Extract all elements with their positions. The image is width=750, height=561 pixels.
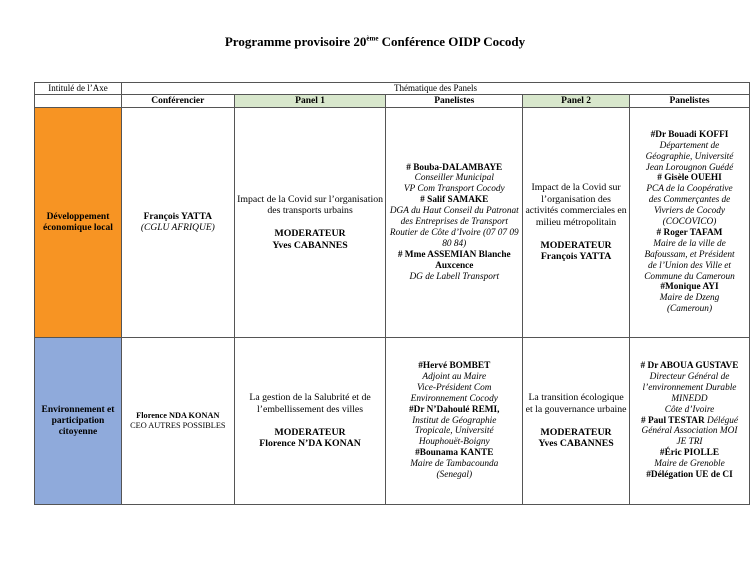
header-row-top xyxy=(35,83,750,95)
panelist-role: (Senegal) xyxy=(436,470,473,481)
axis-header-spacer xyxy=(35,95,122,108)
panelist-role: Institut de Géographie xyxy=(412,415,497,426)
panelist-role: Commune du Cameroun xyxy=(644,271,735,282)
program-table xyxy=(34,82,750,505)
panelist-role: Général Association MOI xyxy=(641,426,738,437)
page-title: Programme provisoire 20ème Conférence OIDP Cocody xyxy=(224,34,526,49)
panel2-cell xyxy=(523,338,630,505)
panelist-role: Conseiller Municipal xyxy=(414,173,494,184)
panelist-role: VP Com Transport Cocody xyxy=(403,184,505,195)
conferencier-name: François YATTA xyxy=(143,211,212,222)
panelist-role: (COCOVICO) xyxy=(662,217,717,228)
panelist-role: Adjoint au Maire xyxy=(422,371,487,382)
panelist-name: # Bouba-DALAMBAYE xyxy=(406,162,503,173)
conferencier-cell xyxy=(121,108,234,338)
panel1-topic: Impact de la Covid sur l’organisation des transports urbains xyxy=(237,193,384,217)
panelist-role: Département de xyxy=(659,140,720,151)
panelist-role: Directeur Général de xyxy=(649,371,730,382)
panelist-name-bold: # Paul TESTAR xyxy=(640,415,705,426)
conferencier-cell xyxy=(121,338,234,505)
panel2-topic: Impact de la Covid sur l’organisation des activités commerciales en milieu métropolitain xyxy=(525,182,627,228)
panelist-name: # Dr ABOUA GUSTAVE xyxy=(640,361,739,372)
panelists2-cell xyxy=(630,338,750,505)
panelistes2-header: Panelistes xyxy=(630,95,750,108)
panel1-cell xyxy=(234,108,386,338)
panelist-name: #Monique AYI xyxy=(660,282,719,293)
conferencier-org: (CGLU AFRIQUE) xyxy=(140,222,215,233)
panelist-role: Maire de la ville de xyxy=(653,238,726,249)
panelist-name: # Roger TAFAM xyxy=(656,227,723,238)
panelist-role: Côte d’Ivoire xyxy=(664,404,715,415)
panelist-role: Maire de Tambacounda xyxy=(410,459,499,470)
theme-header: Thématique des Panels xyxy=(121,83,749,95)
panelist-role: (Cameroun) xyxy=(666,304,713,315)
header-row-sub xyxy=(35,95,750,108)
panelist-role: Vice-Président Com xyxy=(417,382,492,393)
moderator-name: Yves CABANNES xyxy=(272,239,348,251)
panelist-name: #Dr N’Dahoulé REMI, xyxy=(409,404,500,415)
panelist-name: #Dr Bouadi KOFFI xyxy=(650,129,729,140)
axis-header: Intitulé de l’Axe xyxy=(35,83,122,95)
panelist-role: Géographie, Université xyxy=(645,151,734,162)
axis-cell: Environnement et participation citoyenne xyxy=(35,338,122,505)
panelist-role: l’environnement Durable xyxy=(642,382,737,393)
moderator-name: Yves CABANNES xyxy=(538,438,614,450)
panelist-role: Maire de Dzeng xyxy=(659,293,720,304)
panel2-header: Panel 2 xyxy=(523,95,630,108)
panelist-name: # Mme ASSEMIAN Blanche Auxcence xyxy=(397,249,511,271)
panelist-name: #Hervé BOMBET xyxy=(418,361,491,372)
panelist-name: #Bounama KANTE xyxy=(415,448,494,459)
moderator-label: MODERATEUR xyxy=(540,426,612,438)
panelist-role: des Commerçantes de xyxy=(648,195,731,206)
panelist-role: Environnement Cocody xyxy=(410,393,498,404)
panel2-cell xyxy=(523,108,630,338)
panelists1-cell xyxy=(386,108,523,338)
panelist-role: DG de Labell Transport xyxy=(409,271,500,282)
moderator-label: MODERATEUR xyxy=(274,426,346,438)
panelist-name: #Délégation UE de CI xyxy=(646,470,733,481)
axis-cell: Développement économique local xyxy=(35,108,122,338)
panelist-role: Jean Lorougnon Guédé xyxy=(645,162,734,173)
panelist-role: Bafoussam, et Président xyxy=(644,249,735,260)
panelist-name xyxy=(632,416,747,427)
panelist-role: PCA de la Coopérative xyxy=(646,184,733,195)
conferencier-name: Florence NDA KONAN xyxy=(136,411,220,421)
panel1-cell xyxy=(234,338,386,505)
panelists1-cell xyxy=(386,338,523,505)
conferencier-header: Conférencier xyxy=(121,95,234,108)
conferencier-org: CEO AUTRES POSSIBLES xyxy=(130,421,226,430)
panelist-role: JE TRI xyxy=(676,437,703,448)
panelist-role: Délégué xyxy=(704,415,739,426)
panelistes1-header: Panelistes xyxy=(386,95,523,108)
panelist-role: DGA du Haut Conseil du Patronat des Entreprises de Transport Routier de Côte d’Ivoire (07 07 09 80 84) xyxy=(389,206,519,249)
panelist-role: MINEDD xyxy=(671,393,708,404)
panelist-role: Maire de Grenoble xyxy=(654,459,725,470)
panelist-role: Houphouët-Boigny xyxy=(418,437,490,448)
panelists2-cell xyxy=(630,108,750,338)
panelist-name: #Éric PIOLLE xyxy=(659,448,720,459)
panelist-role: de l’Union des Ville et xyxy=(648,260,731,271)
panelist-role: Vivriers de Cocody xyxy=(653,206,726,217)
table-row xyxy=(35,108,750,338)
moderator-label: MODERATEUR xyxy=(540,239,612,251)
moderator-label: MODERATEUR xyxy=(274,228,346,239)
moderator-name: François YATTA xyxy=(540,251,612,263)
panel2-topic: La transition écologique et la gouvernance urbaine xyxy=(525,392,627,415)
moderator-name: Florence N’DA KONAN xyxy=(259,438,361,450)
table-row xyxy=(35,338,750,505)
panel1-header: Panel 1 xyxy=(234,95,386,108)
panelist-name: # Salif SAMAKE xyxy=(420,195,489,206)
panelist-role: Tropicale, Université xyxy=(414,426,494,437)
panel1-topic: La gestion de la Salubrité et de l’embellissement des villes xyxy=(249,392,371,415)
panelist-name: # Gisèle OUEHI xyxy=(657,173,722,184)
